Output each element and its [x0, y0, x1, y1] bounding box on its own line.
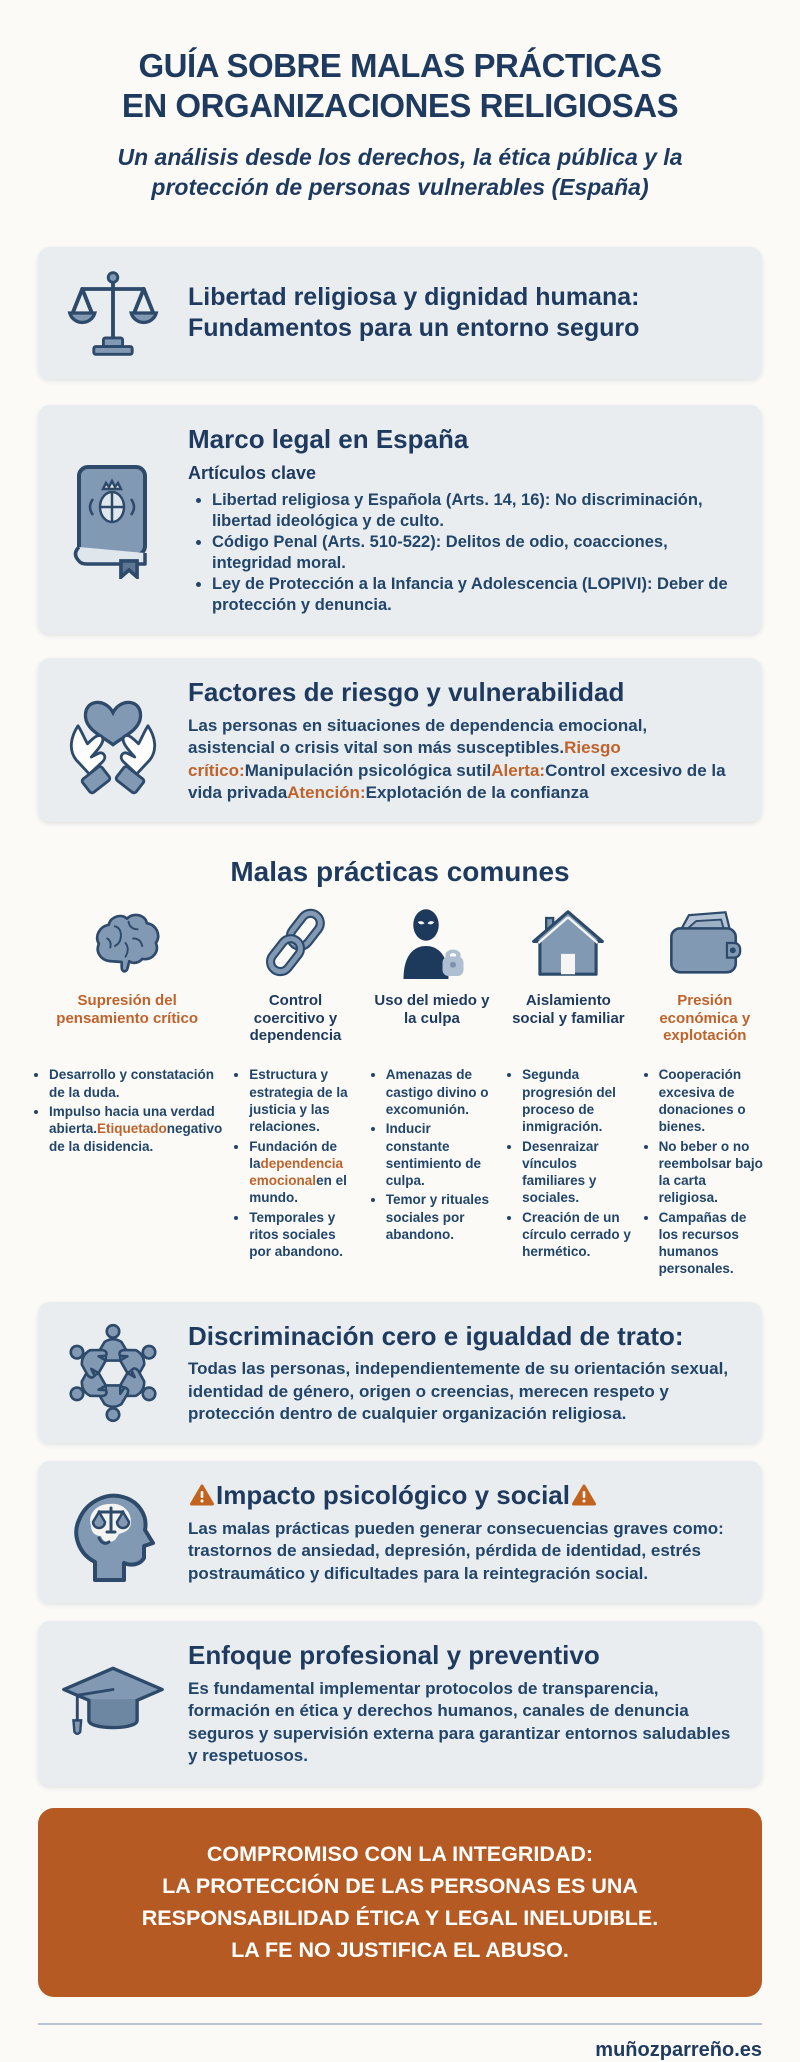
warning-triangle-icon	[572, 1484, 596, 1506]
list-item	[386, 1191, 495, 1243]
card-marco-title: Marco legal en España	[188, 423, 469, 454]
footer-divider	[38, 2023, 762, 2025]
footer-website: muñozparreño.es	[595, 2038, 762, 2061]
list-item	[249, 1066, 358, 1135]
card-discriminacion-body: Todas las personas, independientemente de su orientación sexual, identidad de género, origen o creencias, merecen respeto y protección dentro de cualquier organización religiosa.	[188, 1359, 729, 1423]
list-item	[49, 1103, 222, 1155]
body-text: Amenazas de castigo divino o excomunión.	[385, 1067, 489, 1117]
card-libertad-title-line1: Libertad religiosa y dignidad humana:	[188, 282, 640, 311]
graduation-cap-icon	[38, 1660, 188, 1746]
body-text: Estructura y estrategia de la justicia y las relaciones.	[249, 1067, 348, 1135]
body-text: Cooperación excesiva de donaciones o bienes.	[658, 1067, 746, 1135]
column-presion-title: Presión económica y explotación	[659, 992, 751, 1044]
cta-line1: COMPROMISO CON LA INTEGRIDAD:	[206, 1841, 594, 1866]
list-item	[249, 1209, 358, 1261]
card-factores-body	[188, 715, 736, 805]
warning-triangle-icon	[190, 1484, 214, 1506]
column-supresion-title: Supresión del pensamiento crítico	[56, 992, 198, 1027]
card-impacto-title	[188, 1479, 736, 1512]
highlighted-text: dependencia emocional	[249, 1155, 344, 1189]
highlighted-text: Etiquetado	[97, 1121, 167, 1137]
card-factores-title: Factores de riesgo y vulnerabilidad	[188, 677, 625, 708]
card-enfoque-title: Enfoque profesional y preventivo	[188, 1640, 600, 1671]
hands-holding-heart-icon	[38, 684, 188, 796]
column-control-bullets	[232, 1066, 358, 1262]
column-control	[232, 904, 358, 1279]
card-libertad-religiosa	[38, 247, 762, 379]
brain-icon	[89, 904, 165, 982]
column-aislamiento	[505, 904, 631, 1279]
body-text: Temporales y ritos sociales por abandono.	[249, 1209, 344, 1260]
body-text: Creación de un círculo cerrado y hermético.	[522, 1209, 631, 1260]
body-text: Inducir constante sentimiento de culpa.	[385, 1121, 481, 1189]
column-supresion	[32, 904, 222, 1279]
column-presion	[642, 904, 768, 1279]
body-text: Campañas de los recursos humanos personales.	[658, 1209, 747, 1277]
card-marco-bullet-list	[188, 490, 736, 616]
list-item	[249, 1138, 358, 1207]
list-item: • Ley de Protección a la Infancia y Adolescencia (LOPIVI): Deber de protección y denuncia.	[212, 574, 736, 616]
house-icon	[529, 904, 607, 982]
card-marco-legal	[38, 405, 762, 634]
highlighted-text: Atención:	[287, 783, 366, 802]
body-text: negativo de la disidencia.	[49, 1121, 223, 1154]
card-libertad-title	[188, 282, 736, 345]
body-text: Las personas en situaciones de dependencia emocional, asistencial o crisis vital son más susceptibles.	[188, 715, 648, 758]
page-subtitle: Un análisis desde los derechos, la ética pública y la protección de personas vulnerables (España)	[117, 144, 683, 201]
cta-banner	[38, 1808, 762, 1997]
list-item	[522, 1209, 631, 1261]
page-title-line1: GUÍA SOBRE MALAS PRÁCTICAS	[138, 47, 662, 84]
card-impacto-body: Las malas prácticas pueden generar consecuencias graves como: trastornos de ansiedad, depresión, pérdida de identidad, estrés postraumático y dificultades para la reintegración social.	[188, 1518, 724, 1583]
card-discriminacion	[38, 1302, 762, 1444]
body-text: Fundación de la	[249, 1138, 338, 1171]
column-presion-bullets	[642, 1066, 768, 1279]
body-text: Segunda progresión del proceso de inmigración.	[522, 1067, 616, 1135]
column-aislamiento-title: Aislamiento social y familiar	[512, 992, 625, 1027]
list-item	[386, 1120, 495, 1189]
card-factores-riesgo	[38, 658, 762, 822]
column-supresion-bullets	[32, 1066, 222, 1156]
card-marco-subtitle: Artículos clave	[188, 463, 317, 484]
body-text: No beber o no reembolsar bajo la carta religiosa.	[658, 1138, 763, 1206]
body-text: Manipulación psicológica sutil	[244, 760, 492, 780]
card-discriminacion-title: Discriminación cero e igualdad de trato:	[188, 1320, 684, 1351]
list-item	[522, 1066, 631, 1135]
card-impacto	[38, 1461, 762, 1603]
list-item	[659, 1209, 768, 1278]
cta-line4: LA FE NO JUSTIFICA EL ABUSO.	[231, 1938, 569, 1963]
column-miedo	[369, 904, 495, 1279]
card-impacto-title-text: Impacto psicológico y social	[216, 1480, 570, 1511]
card-enfoque	[38, 1621, 762, 1785]
section-heading-malas-practicas: Malas prácticas comunes	[230, 856, 570, 888]
column-control-title: Control coercitivo y dependencia	[249, 992, 342, 1044]
cta-line3: RESPONSABILIDAD ÉTICA Y LEGAL INELUDIBLE.	[141, 1906, 659, 1930]
page-title-line2: EN ORGANIZACIONES RELIGIOSAS	[121, 86, 679, 124]
wallet-icon	[664, 904, 746, 982]
card-enfoque-body: Es fundamental implementar protocolos de transparencia, formación en ética y derechos humanos, canales de denuncia seguros y supervisión externa para garantizar entornos saludables y respetuosos.	[188, 1678, 731, 1766]
cta-line2: LA PROTECCIÓN DE LAS PERSONAS ES UNA	[162, 1873, 638, 1898]
body-text: Temor y rituales sociales por abandono.	[385, 1192, 489, 1242]
chain-links-icon	[260, 904, 330, 982]
masked-figure-lock-icon	[393, 904, 471, 982]
people-circle-icon	[38, 1321, 188, 1425]
list-item	[386, 1066, 495, 1118]
body-text: Explotación de la confianza	[365, 783, 589, 802]
law-book-icon	[38, 461, 188, 579]
body-text: Desarrollo y constatación de la duda.	[49, 1067, 215, 1100]
list-item: • Código Penal (Arts. 510-522): Delitos de odio, coacciones, integridad moral.	[212, 532, 736, 574]
head-with-scales-icon	[38, 1480, 188, 1584]
body-text: Control excesivo de la vida privada	[188, 760, 726, 802]
list-item	[522, 1138, 631, 1207]
highlighted-text: Alerta:	[491, 760, 546, 780]
column-aislamiento-bullets	[505, 1066, 631, 1262]
column-miedo-bullets	[369, 1066, 495, 1245]
page-title	[0, 46, 800, 125]
list-item	[659, 1066, 768, 1135]
body-text: Desenraizar vínculos familiares y sociales.	[522, 1138, 599, 1206]
column-miedo-title: Uso del miedo y la culpa	[374, 992, 490, 1027]
malas-practicas-columns	[32, 904, 768, 1279]
list-item: • Libertad religiosa y Española (Arts. 14, 16): No discriminación, libertad ideológica y de culto.	[212, 490, 736, 532]
list-item	[659, 1138, 768, 1207]
body-text: Impulso hacia una verdad abierta.	[49, 1103, 215, 1137]
scales-of-justice-icon	[38, 265, 188, 361]
body-text: en el mundo.	[249, 1173, 347, 1206]
card-libertad-title-line2: Fundamentos para un entorno seguro	[188, 313, 640, 342]
highlighted-text: Riesgo crítico:	[188, 738, 621, 780]
list-item	[49, 1066, 222, 1101]
